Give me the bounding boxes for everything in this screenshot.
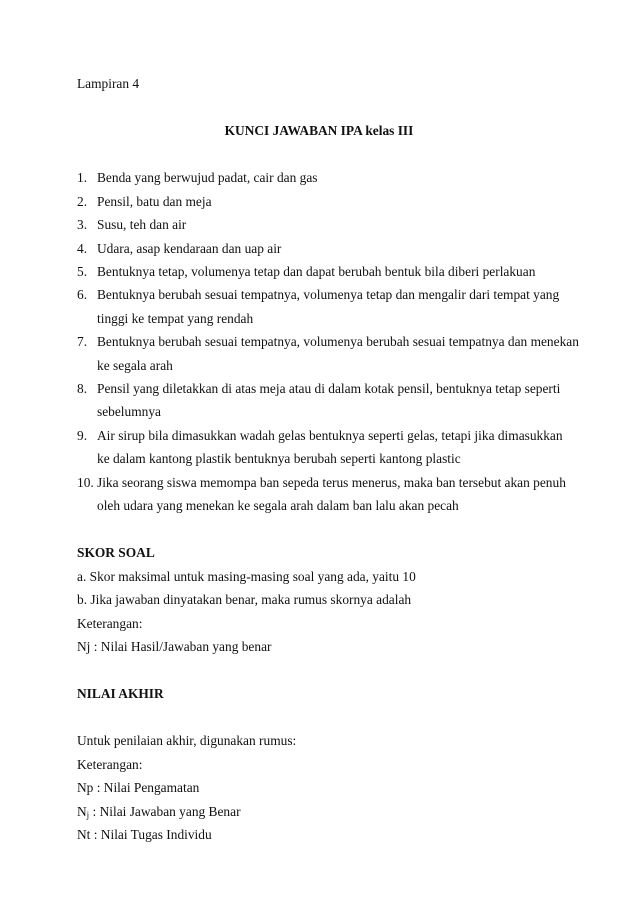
answer-item-4 — [77, 241, 281, 257]
answer-number: 4. — [77, 241, 88, 256]
answer-number: 6. — [77, 287, 88, 302]
answer-text: Air sirup bila dimasukkan wadah gelas bentuknya seperti gelas, tetapi jika dimasukkan — [97, 428, 563, 443]
answer-text: Udara, asap kendaraan dan uap air — [97, 241, 282, 256]
nilai-akhir-intro: Untuk penilaian akhir, digunakan rumus: — [77, 733, 297, 748]
answer-number: 3. — [77, 217, 88, 232]
nj-symbol: N — [77, 804, 87, 819]
answer-item-9-continued: ke dalam kantong plastik bentuknya berubah seperti kantong plastic — [97, 451, 461, 466]
answer-item-7-continued: ke segala arah — [97, 358, 173, 373]
answer-item-8 — [77, 381, 560, 397]
answer-text: Jika seorang siswa memompa ban sepeda terus menerus, maka ban tersebut akan penuh — [97, 475, 566, 490]
answer-text: Pensil, batu dan meja — [97, 194, 212, 209]
nilai-akhir-keterangan-label: Keterangan: — [77, 757, 143, 772]
skor-item-b: b. Jika jawaban dinyatakan benar, maka rumus skornya adalah — [77, 592, 412, 607]
answer-number: 9. — [77, 428, 88, 443]
answer-number: 5. — [77, 264, 88, 279]
nj-definition-text: : Nilai Jawaban yang Benar — [89, 804, 241, 819]
answer-text: Pensil yang diletakkan di atas meja atau di dalam kotak pensil, bentuknya tetap seperti — [97, 381, 561, 396]
answer-item-1 — [77, 170, 318, 186]
answer-item-3 — [77, 217, 186, 233]
skor-item-a: a. Skor maksimal untuk masing-masing soal yang ada, yaitu 10 — [77, 569, 416, 584]
answer-text: Susu, teh dan air — [97, 217, 187, 232]
answer-item-7 — [77, 334, 579, 350]
answer-item-8-continued: sebelumnya — [97, 404, 161, 419]
answer-item-10 — [77, 475, 566, 491]
answer-number: 7. — [77, 334, 88, 349]
page-title: KUNCI JAWABAN IPA kelas III — [224, 123, 414, 138]
appendix-label: Lampiran 4 — [77, 76, 140, 91]
answer-item-6-continued: tinggi ke tempat yang rendah — [97, 311, 254, 326]
answer-item-2 — [77, 194, 212, 210]
answer-text: Benda yang berwujud padat, cair dan gas — [97, 170, 318, 185]
answer-number: 8. — [77, 381, 88, 396]
nilai-akhir-heading: NILAI AKHIR — [77, 686, 164, 701]
skor-nj-definition: Nj : Nilai Hasil/Jawaban yang benar — [77, 639, 272, 654]
skor-keterangan-label: Keterangan: — [77, 616, 143, 631]
nilai-np-definition: Np : Nilai Pengamatan — [77, 780, 200, 795]
answer-number: 1. — [77, 170, 88, 185]
answer-item-6 — [77, 287, 559, 303]
answer-number: 10. — [77, 475, 94, 490]
answer-item-9 — [77, 428, 563, 444]
nilai-nt-definition: Nt : Nilai Tugas Individu — [77, 827, 212, 842]
nj-subscript: j — [86, 810, 90, 820]
answer-number: 2. — [77, 194, 88, 209]
answer-text: Bentuknya berubah sesuai tempatnya, volumenya tetap dan mengalir dari tempat yang — [97, 287, 560, 302]
answer-text: Bentuknya tetap, volumenya tetap dan dapat berubah bentuk bila diberi perlakuan — [97, 264, 536, 279]
answer-item-5 — [77, 264, 535, 280]
answer-text: Bentuknya berubah sesuai tempatnya, volumenya berubah sesuai tempatnya dan menekan — [97, 334, 579, 349]
nilai-nj-definition — [77, 804, 241, 823]
answer-item-10-continued: oleh udara yang menekan ke segala arah dalam ban lalu akan pecah — [97, 498, 459, 513]
skor-soal-heading: SKOR SOAL — [77, 545, 155, 560]
